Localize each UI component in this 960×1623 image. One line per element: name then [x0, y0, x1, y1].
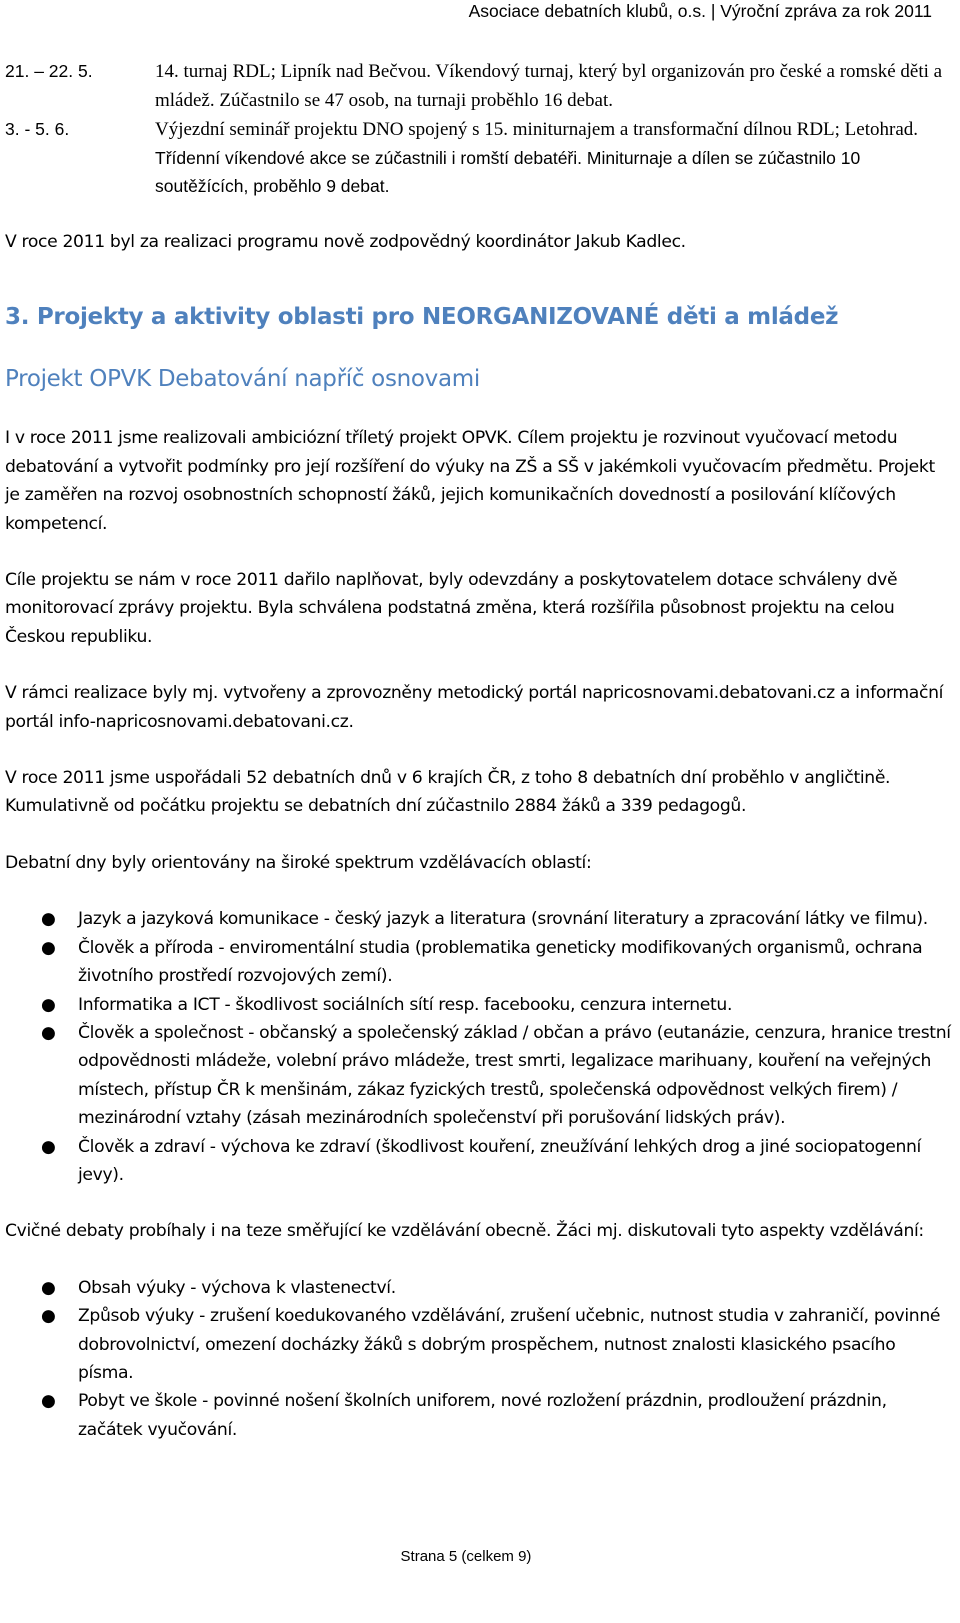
list-item-text: Způsob výuky - zrušení koedukovaného vzdělávání, zrušení učebnic, nutnost studia v zahraničí, povinné dobrovolnictví, omezení docházky žáků s dobrým prospěchem, nutnost znalosti klasického psacího písma. [78, 1306, 941, 1383]
page-footer: Strana 5 (celkem 9) [400, 1548, 532, 1565]
page-header: Asociace debatních klubů, o.s. | Výroční zpráva za rok 2011 [468, 1, 932, 21]
list-item-text: Člověk a příroda - enviromentální studia (problematika geneticky modifikovaných organismů, ochrana životního prostředí rozvojových zemí). [78, 937, 923, 987]
event-date: 21. – 22. 5. [5, 61, 93, 81]
paragraph: Debatní dny byly orientovány na široké spektrum vzdělávacích oblastí: [5, 852, 592, 873]
bullet-icon: ● [41, 1022, 56, 1043]
paragraph: Cíle projektu se nám v roce 2011 dařilo naplňovat, byly odevzdány a poskytovatelem dotace schváleny dvě monitorovací zprávy projektu. Byla schválena podstatná změna, která rozšířila působnost projektu na celou Českou republiku. [5, 570, 898, 647]
paragraph: V roce 2011 jsme uspořádali 52 debatních dnů v 6 krajích ČR, z toho 8 debatních dní proběhlo v angličtině. Kumulativně od počátku projektu se debatních dní zúčastnilo 2884 žáků a 339 pedagogů. [5, 768, 891, 817]
list-item [5, 905, 953, 933]
bullet-icon: ● [41, 994, 56, 1015]
event-description-part: 14. turnaj RDL; Lipník nad Bečvou. Víkendový turnaj, který byl organizován pro české a romské děti a mládež. Zúčastnilo se 47 osob, na turnaji proběhlo 16 debat. [155, 61, 943, 111]
list-item-text: Obsah výuky - výchova k vlastenectví. [78, 1277, 396, 1298]
list-item [5, 1019, 953, 1133]
bullet-icon: ● [41, 1306, 56, 1327]
list-item-text: Člověk a zdraví - výchova ke zdraví (škodlivost kouření, zneužívání lehkých drog a jiné sociopatogenní jevy). [78, 1136, 921, 1185]
bullet-icon: ● [41, 909, 56, 930]
list-item-text: Pobyt ve škole - povinné nošení školních uniforem, nové rozložení prázdnin, prodloužení prázdnin, začátek vyučování. [78, 1391, 887, 1440]
list-item [5, 934, 953, 991]
list-item [5, 1274, 953, 1302]
bullet-icon: ● [41, 1277, 56, 1298]
event-description [155, 115, 945, 200]
paragraph: V rámci realizace byly mj. vytvořeny a zprovozněny metodický portál napricosnovami.debatovani.cz a informační portál info-napricosnovami.debatovani.cz. [5, 683, 944, 732]
areas-list [5, 905, 953, 1189]
event-item [5, 115, 945, 200]
section-heading: 3. Projekty a aktivity oblasti pro NEORGANIZOVANÉ děti a mládež [5, 304, 839, 331]
list-item [5, 1133, 953, 1190]
bullet-icon: ● [41, 1391, 56, 1412]
event-list [5, 57, 945, 200]
event-item [5, 57, 945, 115]
bullet-icon: ● [41, 1136, 56, 1157]
event-description-part: Třídenní víkendové akce se zúčastnili i romští debatéři. Miniturnaje a dílen se zúčastnilo 10 soutěžících, proběhlo 9 debat. [155, 148, 861, 196]
list-item-text: Jazyk a jazyková komunikace - český jazyk a literatura (srovnání literatury a zpracování látky ve filmu). [78, 909, 928, 930]
list-item-text: Informatika a ICT - škodlivost sociálních sítí resp. facebooku, cenzura internetu. [78, 994, 733, 1015]
event-description [155, 57, 945, 115]
event-description-part: Výjezdní seminář projektu DNO spojený s 15. miniturnajem a transformační dílnou RDL; Letohrad. [155, 119, 918, 140]
coordinator-note: V roce 2011 byl za realizaci programu nově zodpovědný koordinátor Jakub Kadlec. [5, 232, 686, 252]
list-item [5, 1302, 953, 1387]
project-heading: Projekt OPVK Debatování napříč osnovami [5, 366, 480, 393]
aspects-list [5, 1274, 953, 1444]
list-item [5, 1387, 953, 1444]
event-date: 3. - 5. 6. [5, 119, 70, 139]
document-body [5, 228, 953, 1444]
paragraph: Cvičné debaty probíhaly i na teze směřující ke vzdělávání obecně. Žáci mj. diskutovali tyto aspekty vzdělávání: [5, 1221, 924, 1242]
list-item-text: Člověk a společnost - občanský a společenský základ / občan a právo (eutanázie, cenzura, hranice trestní odpovědnosti mládeže, volební právo mládeže, trest smrti, legalizace marihuany, kouření na veřejných místech, přístup ČR k menšinám, zákaz fyzických trestů, společenská odpovědnost velkých firem) / mezinárodní vztahy (zásah mezinárodních společenství při porušování lidských práv). [78, 1022, 951, 1129]
paragraph: I v roce 2011 jsme realizovali ambiciózní tříletý projekt OPVK. Cílem projektu je rozvinout vyučovací metodu debatování a vytvořit podmínky pro její rozšíření do výuky na ZŠ a SŠ v jakémkoli vyučovacím předmětu. Projekt je zaměřen na rozvoj osobnostních schopností žáků, jejich komunikačních dovedností a posilování klíčových kompetencí. [5, 428, 935, 534]
list-item [5, 991, 953, 1019]
bullet-icon: ● [41, 937, 56, 958]
